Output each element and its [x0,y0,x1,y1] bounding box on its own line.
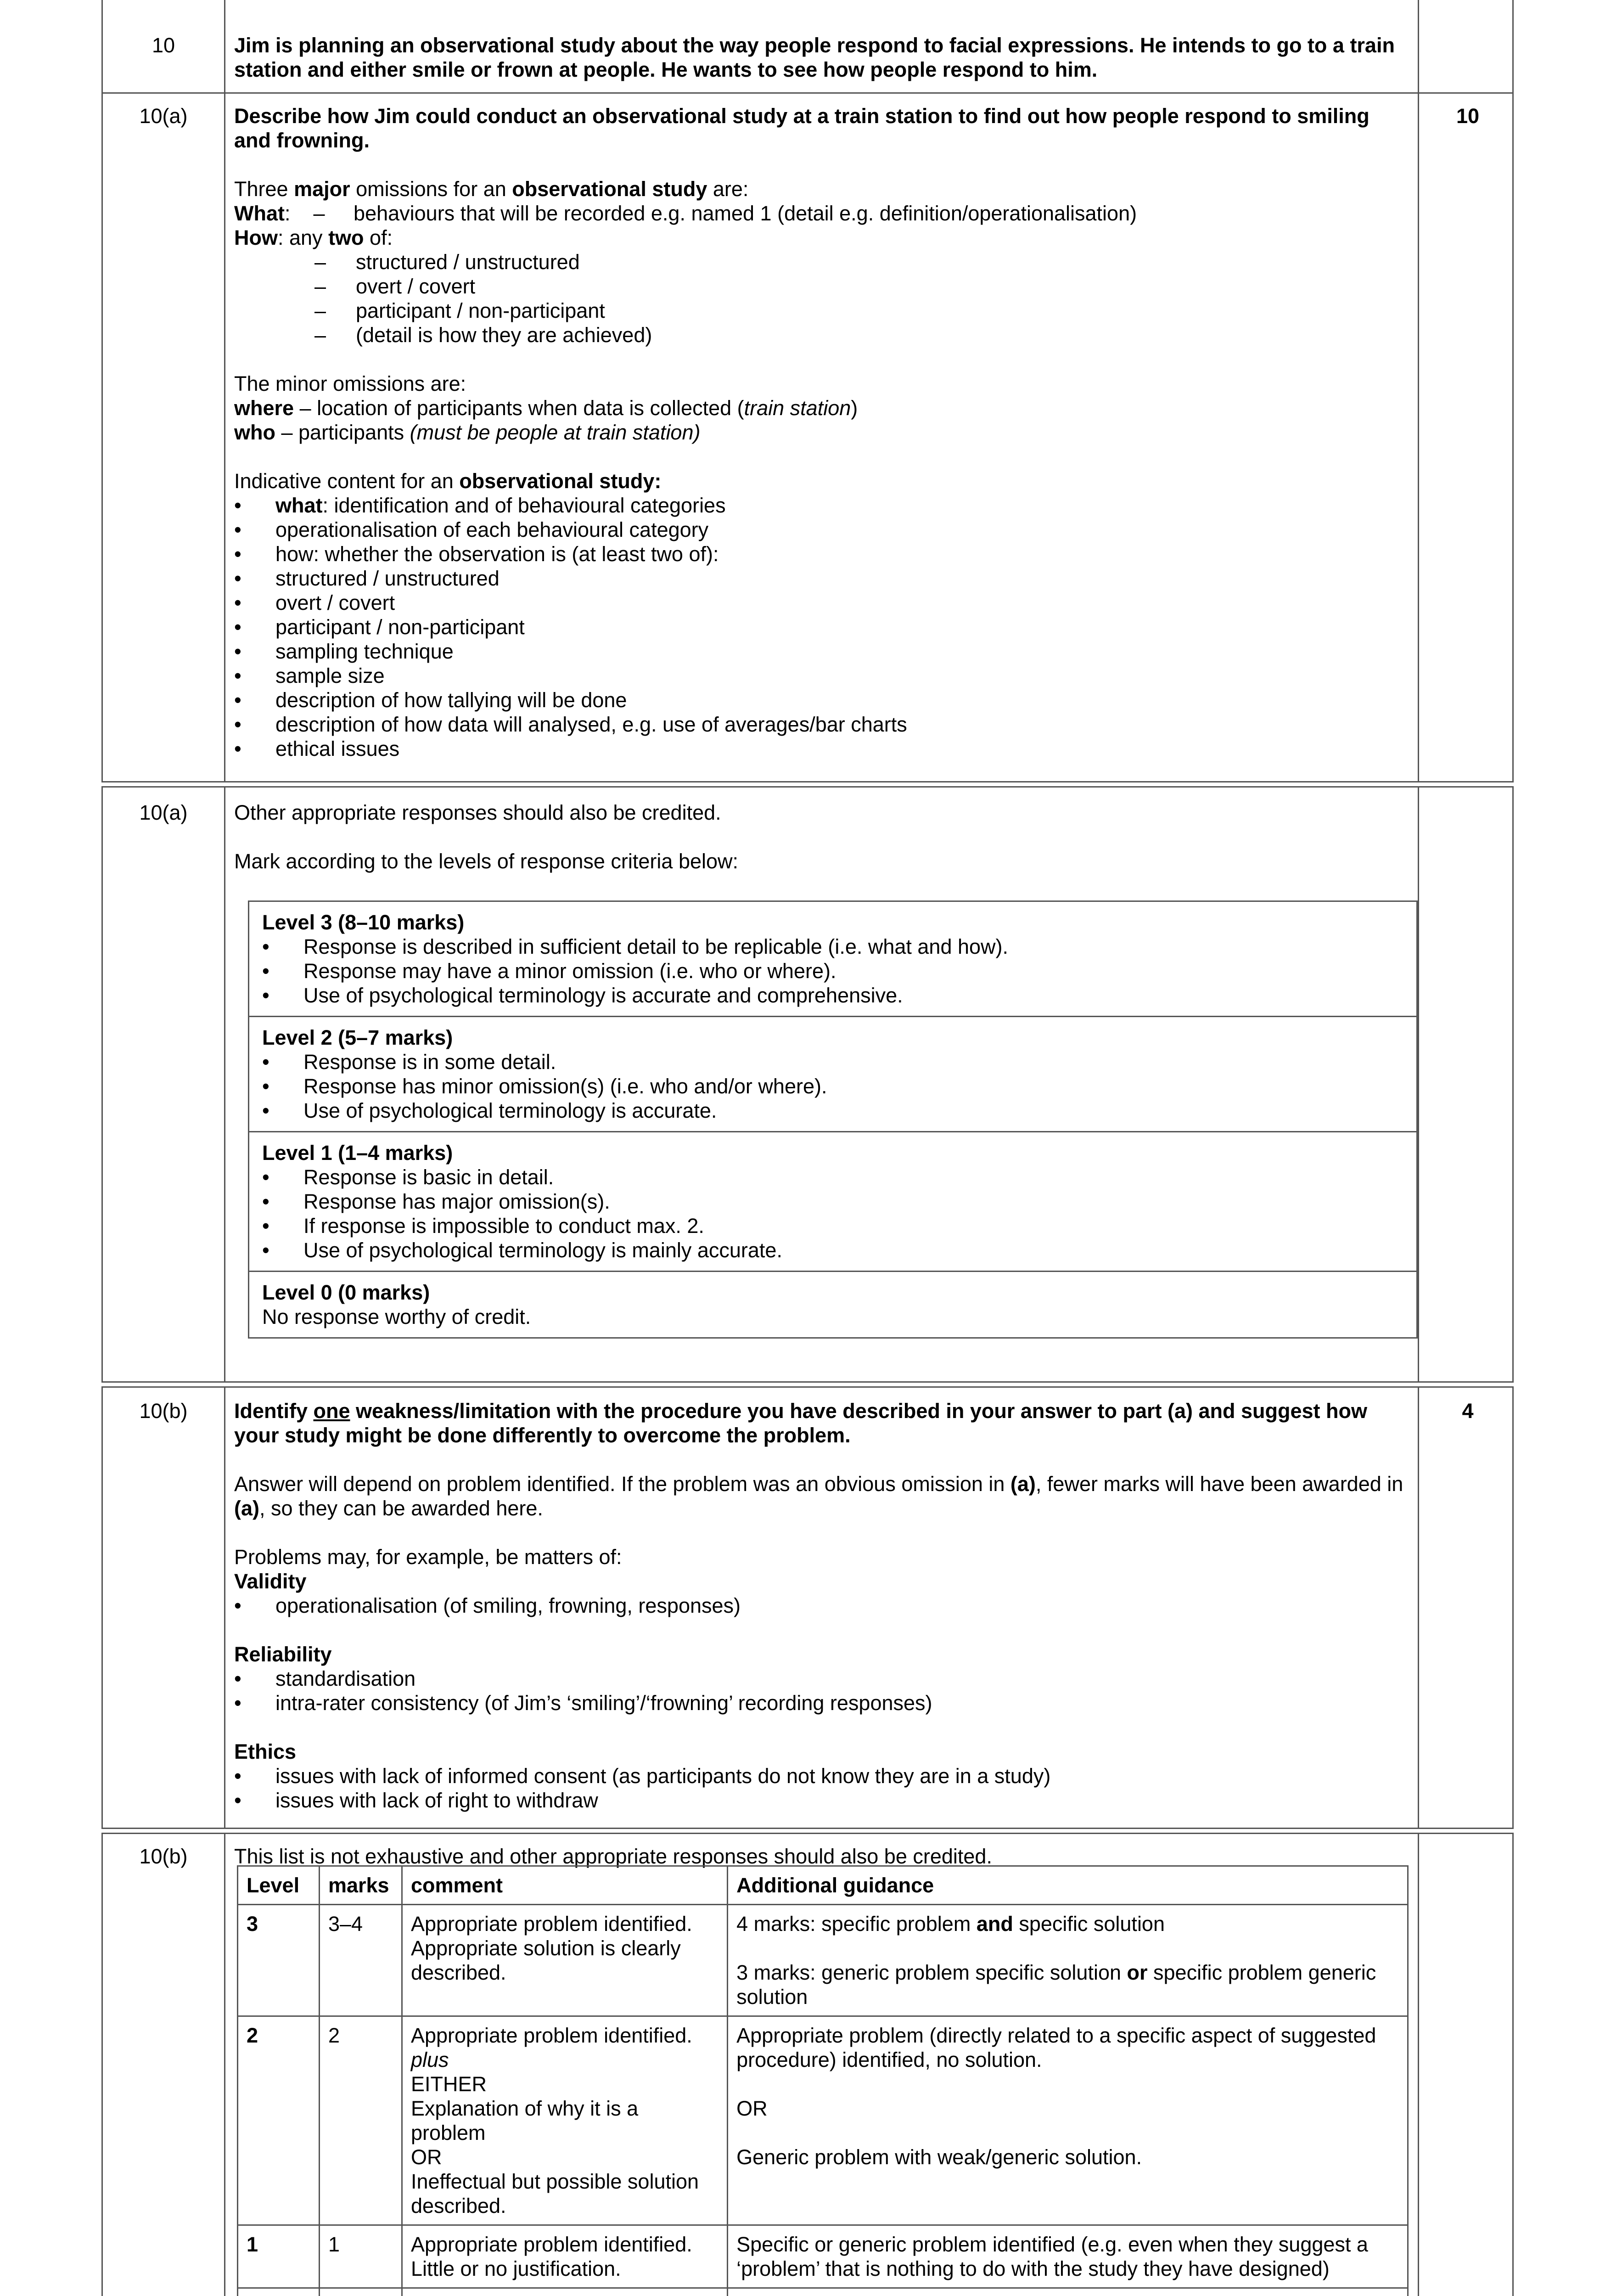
list-item: • Response is described in sufficient detail to be replicable (i.e. what and how). [262,934,1403,959]
question-10b-continued-row [101,1834,1514,2296]
column-header: marks [319,1866,402,1905]
marks-cell [319,2288,402,2296]
level-cell: 2 [238,2016,320,2225]
list-item: • standardisation [234,1666,1409,1691]
question-10a-continued-row [101,788,1514,1381]
list-item: • participant / non-participant [234,615,1409,639]
list-item: – participant / non-participant [234,298,1409,323]
list-item: • Response has major omission(s). [262,1189,1403,1214]
list-item: • issues with lack of right to withdraw [234,1788,1409,1812]
question-text: Describe how Jim could conduct an observational study at a train station to find out how people respond to smiling and frowning. [234,104,1370,152]
where-line: where – location of participants when data is collected (train station) [234,396,858,420]
question-10a-row [101,94,1514,781]
marks-value: 10 [1456,104,1480,128]
level-cell: 3 [238,1905,320,2016]
guidance-cell: Specific or generic problem identified (e.g. even when they suggest a ‘problem’ that is nothing to do with the study they have designed) [728,2225,1408,2288]
column-header: comment [402,1866,727,1905]
marks-value: 4 [1462,1399,1474,1423]
levels-of-response-box [248,900,1418,1339]
row-divider [101,781,1514,788]
guidance-cell: Appropriate problem (directly related to a specific aspect of suggested procedure) identified, no solution. OR Generic problem with weak/generic solution. [728,2016,1408,2225]
major-omissions-line: Three major omissions for an observational study are: [234,177,749,201]
list-item: • ethical issues [234,737,1409,761]
marks-cell: 3–4 [319,1905,402,2016]
list-item: • Response is in some detail. [262,1050,1403,1074]
question-number: 10(a) [139,801,188,824]
list-item: – structured / unstructured [234,250,1409,274]
list-item: • Use of psychological terminology is mainly accurate. [262,1238,1403,1262]
comment-cell [402,2288,727,2296]
table-header-row [238,1866,1408,1905]
comment-cell: Appropriate problem identified. Little or no justification. [402,2225,727,2288]
guidance-cell: 4 marks: specific problem and specific solution 3 marks: generic problem specific solution or specific problem generic solution [728,1905,1408,2016]
indicative-intro: Indicative content for an observational study: [234,469,662,493]
list-item: • Response has minor omission(s) (i.e. who and/or where). [262,1074,1403,1098]
question-number: 10(b) [139,1845,188,1868]
level-3-block: Level 3 (8–10 marks) • Response is described in sufficient detail to be replicable (i.e. what and how). • Response may have a minor omission (i.e. who or where). • Use of psychological terminology is accurate and comprehensive. [249,902,1416,1017]
marks-cell: 1 [319,2225,402,2288]
problems-intro: Problems may, for example, be matters of: [234,1545,622,1569]
list-item: • description of how tallying will be done [234,688,1409,712]
mark-according-note: Mark according to the levels of response criteria below: [234,850,739,873]
level-1-block: Level 1 (1–4 marks) • Response is basic in detail. • Response has major omission(s). • If response is impossible to conduct max. 2. • Use of psychological terminology is mainly accurate. [249,1132,1416,1272]
who-line: who – participants (must be people at train station) [234,421,701,444]
list-item: • Use of psychological terminology is accurate. [262,1098,1403,1123]
reliability-heading: Reliability [234,1643,332,1666]
list-item: • sampling technique [234,639,1409,664]
question-10b-row [101,1388,1514,1828]
how-line: How: any two of: [234,226,393,249]
table-row [238,2225,1408,2288]
list-item: • description of how data will analysed, e.g. use of averages/bar charts [234,712,1409,737]
comment-cell: Appropriate problem identified. Appropriate solution is clearly described. [402,1905,727,2016]
list-item: • sample size [234,664,1409,688]
list-item: • intra-rater consistency (of Jim’s ‘smiling’/‘frowning’ recording responses) [234,1691,1409,1715]
list-item: • what: identification and of behavioural categories [234,493,1409,518]
list-item: • Response may have a minor omission (i.e. who or where). [262,959,1403,983]
list-item: • issues with lack of informed consent (as participants do not know they are in a study) [234,1764,1409,1788]
list-item: • overt / covert [234,591,1409,615]
level-cell [238,2288,320,2296]
answer-depends-note: Answer will depend on problem identified. If the problem was an obvious omission in (a), fewer marks will have been awarded in (a), so they can be awarded here. [234,1472,1403,1520]
question-stem: Jim is planning an observational study about the way people respond to facial expressions. He intends to go to a train station and either smile or frown at people. He wants to see how people respond to him. [234,34,1395,81]
row-divider [101,1381,1514,1388]
answer-content [234,104,1409,761]
table-row [238,2016,1408,2225]
level-0-block: Level 0 (0 marks) No response worthy of credit. [262,1281,531,1328]
question-number: 10 [152,34,175,57]
other-responses-note: Other appropriate responses should also be credited. [234,801,721,824]
guidance-table [237,1865,1409,2296]
question-number: 10(a) [139,104,188,128]
list-item: • Response is basic in detail. [262,1165,1403,1189]
column-header: Level [238,1866,320,1905]
list-item: • structured / unstructured [234,566,1409,591]
marks-cell: 2 [319,2016,402,2225]
list-item: – (detail is how they are achieved) [234,323,1409,347]
ethics-heading: Ethics [234,1740,297,1763]
question-10-row [101,0,1514,94]
row-divider [101,1828,1514,1834]
answer-content [234,800,1409,873]
list-item: • operationalisation (of smiling, frowning, responses) [234,1593,1409,1618]
guidance-cell [728,2288,1408,2296]
list-item: – overt / covert [234,274,1409,298]
level-2-block: Level 2 (5–7 marks) • Response is in some detail. • Response has minor omission(s) (i.e. who and/or where). • Use of psychological terminology is accurate. [249,1017,1416,1132]
table-row [238,2288,1408,2296]
question-text: Identify one weakness/limitation with the procedure you have described in your answer to part (a) and suggest how your study might be done differently to overcome the problem. [234,1399,1367,1447]
question-number: 10(b) [139,1399,188,1423]
answer-content [234,1399,1409,1812]
what-line: What: – behaviours that will be recorded e.g. named 1 (detail e.g. definition/operationalisation) [234,202,1137,225]
list-item: • how: whether the observation is (at least two of): [234,542,1409,566]
list-item: • Use of psychological terminology is accurate and comprehensive. [262,983,1403,1007]
column-header: Additional guidance [728,1866,1408,1905]
validity-heading: Validity [234,1570,307,1593]
minor-omissions-intro: The minor omissions are: [234,372,466,395]
table-row [238,1905,1408,2016]
level-cell: 1 [238,2225,320,2288]
comment-cell: Appropriate problem identified. plus EITHER Explanation of why it is a problem OR Ineffectual but possible solution described. [402,2016,727,2225]
list-item: • operationalisation of each behavioural category [234,518,1409,542]
list-item: • If response is impossible to conduct max. 2. [262,1214,1403,1238]
list-not-exhaustive-note: This list is not exhaustive and other appropriate responses should also be credited. [234,1845,992,1868]
